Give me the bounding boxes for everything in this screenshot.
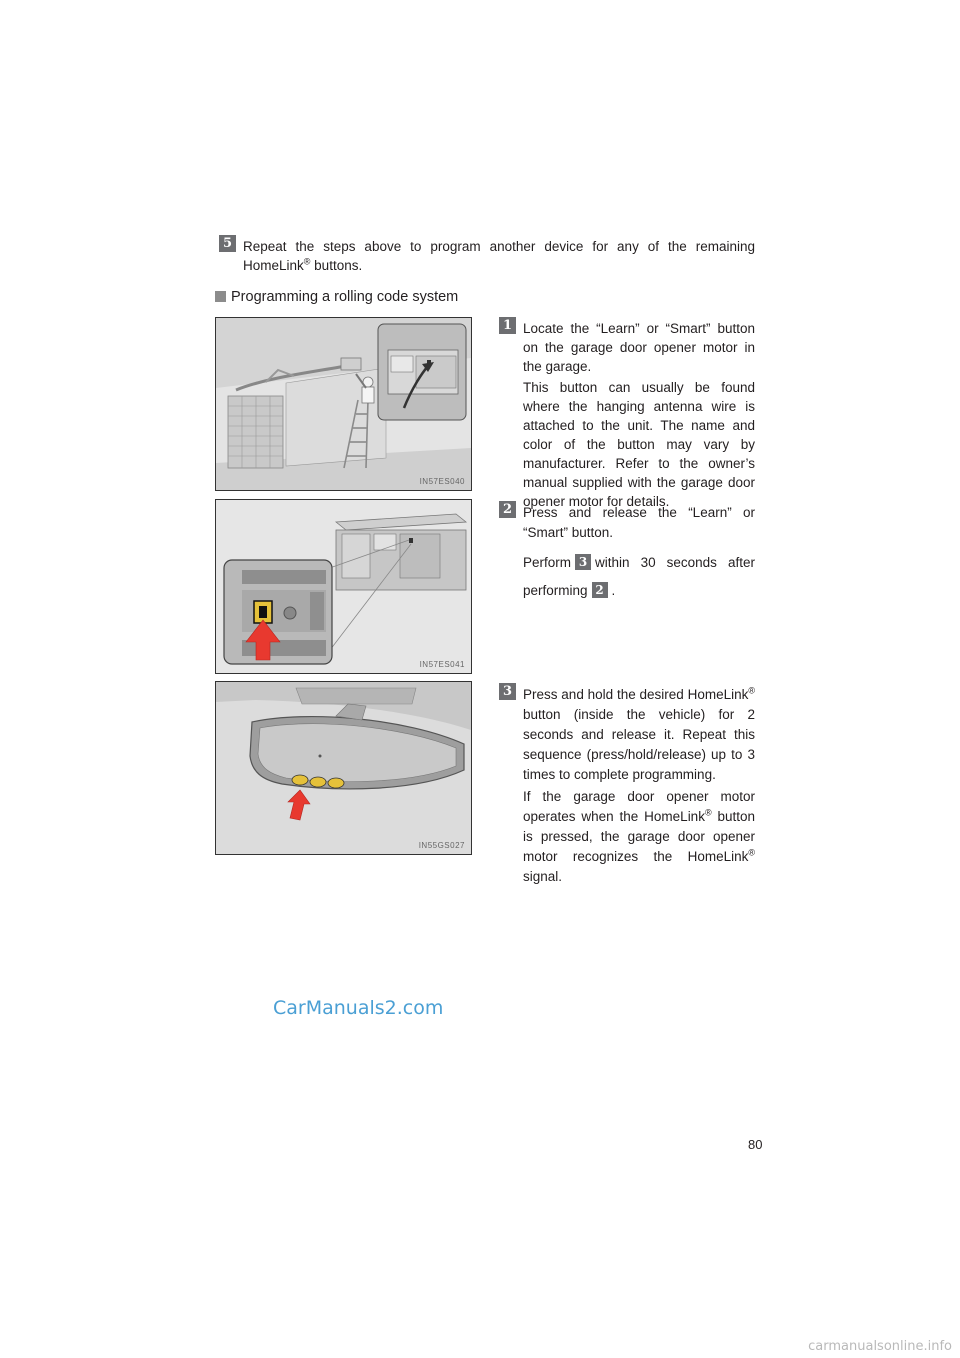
heading-square-icon — [215, 291, 226, 302]
watermark-footer: carmanualsonline.info — [808, 1339, 952, 1354]
step-3-reference-badge: 3 — [575, 554, 591, 570]
learn-button-illustration — [216, 500, 471, 673]
step-3-badge: 3 — [499, 683, 516, 700]
step-3-text: Press and hold the desired HomeLink® button (inside the vehicle) for 2 seconds and release it. Repeat this sequence (press/hold/release) up to 3 times to complete programming. If the garage door opener motor operates when the HomeLink® button is pressed, the garage door opener motor recognizes the HomeLink® signal. — [523, 685, 755, 884]
step-2-text: Press and release the “Learn” or “Smart” button. Perform 3 within 30 seconds after performing 2 . — [523, 505, 755, 598]
step-2-badge: 2 — [499, 501, 516, 518]
figure-1-code: IN57ES040 — [419, 477, 465, 486]
watermark-link[interactable]: CarManuals2.com — [273, 997, 444, 1019]
page-number: 80 — [748, 1137, 763, 1152]
section-heading: Programming a rolling code system — [215, 289, 458, 305]
figure-rearview-mirror — [215, 681, 472, 855]
figure-learn-button — [215, 499, 472, 674]
step-1-badge: 1 — [499, 317, 516, 334]
figure-3-code: IN55GS027 — [418, 841, 465, 850]
garage-illustration — [216, 318, 471, 490]
step-1-text: Locate the “Learn” or “Smart” button on the garage door opener motor in the garage. This button can usually be found where the hanging antenna wire is attached to the unit. The name and color of the button may vary by manufacturer. Refer to the owner’s manual supplied with the garage door opener motor for details. — [523, 321, 755, 509]
rearview-mirror-illustration — [216, 682, 471, 854]
figure-2-code: IN57ES041 — [419, 660, 465, 669]
step-2-reference-badge: 2 — [592, 582, 608, 598]
step-5-text: Repeat the steps above to program another device for any of the remaining HomeLink® buttons. — [243, 239, 755, 273]
step-5-badge: 5 — [219, 235, 236, 252]
figure-garage-ceiling — [215, 317, 472, 491]
